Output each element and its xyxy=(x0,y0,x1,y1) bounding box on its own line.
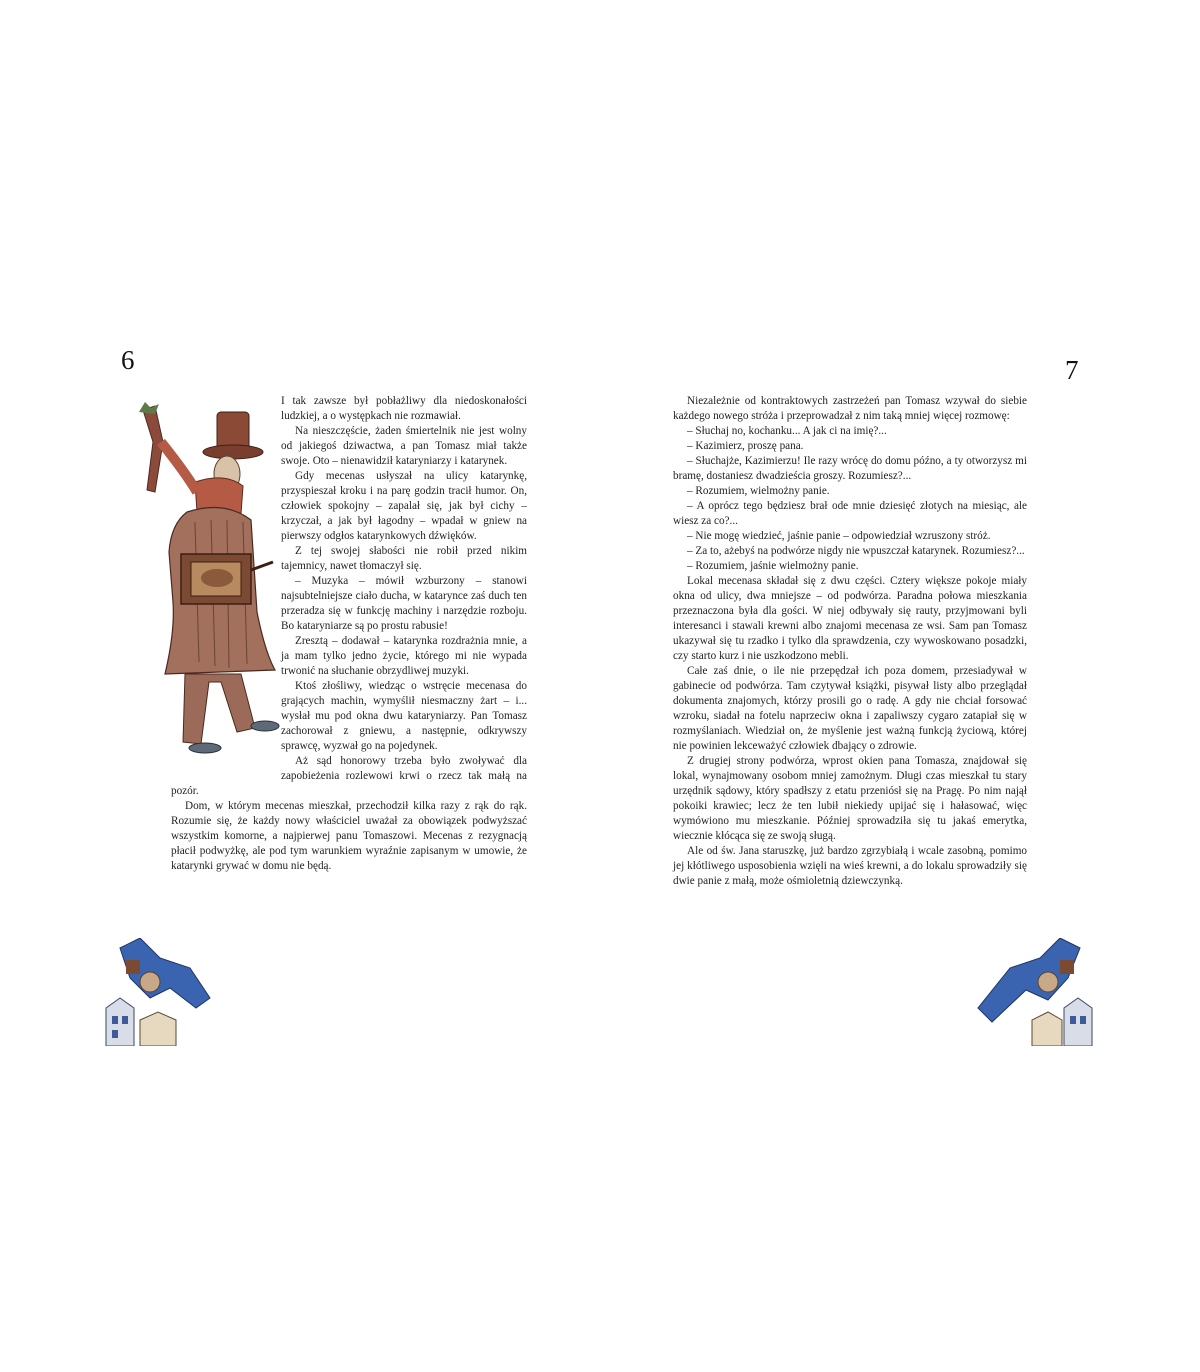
page-number-right: 7 xyxy=(1065,355,1079,385)
paragraph: – Muzyka – mówił wzburzony – stanowi najsubtelniejsze ciało ducha, w katarynce zaś duch ten przeradza się w funkcję machiny i narzędzie rozboju. Bo kataryniarze są po prostu rabusie! xyxy=(281,575,527,632)
paragraph: Dom, w którym mecenas mieszkał, przechodził kilka razy z rąk do rąk. Rozumie się, że każdy nowy właściciel uważał za obowiązek podwyższać wszystkim komorne, a najpierwej panu Tomaszowi. Mecenas z rezygnacją płacił podwyżkę, ale pod tym warunkiem wyraźnie zapisanym w umowie, że katarynki grywać w domu nie będą. xyxy=(171,800,527,872)
corner-decoration-left xyxy=(100,938,218,1046)
right-page-text xyxy=(673,394,1027,889)
paragraph: Aż sąd honorowy trzeba było zwoływać dla zapobieżenia rozlewowi krwi o rzecz tak małą na pozór. xyxy=(171,755,527,797)
paragraph: Na nieszczęście, żaden śmiertelnik nie jest wolny od jakiegoś dziwactwa, a pan Tomasz miał także swoje. Oto – nienawidził kataryniarzy i katarynek. xyxy=(281,425,527,467)
paragraph: – Słuchaj no, kochanku... A jak ci na imię?... xyxy=(687,425,887,437)
paragraph: Niezależnie od kontraktowych zastrzeżeń pan Tomasz wzywał do siebie każdego nowego stróża i przeprowadzał z nim taką mniej więcej rozmowę: xyxy=(673,395,1027,422)
paragraph: Zresztą – dodawał – katarynka rozdrażnia mnie, a ja mam tylko jedno życie, którego mi nie wypada trwonić na słuchanie obrzydliwej muzyki. xyxy=(281,635,527,677)
paragraph: Gdy mecenas usłyszał na ulicy katarynkę, przyspieszał kroku i na parę godzin tracił humor. On, człowiek spokojny – zapalał się, jak był cichy – krzyczał, a jak był łagodny – wpadał w gniew na pierwszy odgłos katarynkowych dźwięków. xyxy=(281,470,527,542)
paragraph: – Za to, ażebyś na podwórze nigdy nie wpuszczał katarynek. Rozumiesz?... xyxy=(687,545,1025,557)
paragraph: Ale od św. Jana staruszkę, już bardzo zgrzybiałą i wcale zasobną, pomimo jej kłótliwego usposobienia wzięli na wieś krewni, a do lokalu sprowadziły się dwie panie z małą, może ośmioletnią dziewczynką. xyxy=(673,845,1027,887)
paragraph: Całe zaś dnie, o ile nie przepędzał ich poza domem, przesiadywał w gabinecie od podwórza. Tam czytywał książki, pisywał listy albo przeglądał dokumenta znajomych, którzy prosili go o radę. A gdy nie chciał forsować wzroku, siadał na fotelu naprzeciw okna i zapaliwszy cygaro zatapiał się w rozmyślaniach. Wiedział on, że myślenie jest ważną funkcją życiową, której nie powinien lekceważyć człowiek dbający o zdrowie. xyxy=(673,665,1027,752)
paragraph: – Słuchajże, Kazimierzu! Ile razy wrócę do domu późno, a ty otworzysz mi bramę, dostaniesz dwadzieścia groszy. Rozumiesz?... xyxy=(673,455,1027,482)
paragraph: I tak zawsze był pobłażliwy dla niedoskonałości ludzkiej, a o występkach nie rozmawiał. xyxy=(281,395,527,422)
corner-decoration-right xyxy=(968,938,1100,1046)
paragraph: – A oprócz tego będziesz brał ode mnie dziesięć złotych na miesiąc, ale wiesz za co?... xyxy=(673,500,1027,527)
paragraph: – Rozumiem, wielmożny panie. xyxy=(687,485,830,497)
paragraph: Z drugiej strony podwórza, wprost okien pana Tomasza, znajdował się lokal, wynajmowany osobom mniej zamożnym. Długi czas mieszkał tu stary urzędnik sądowy, który spadłszy z etatu przeniósł się na Pragę. Po nim najął pokoiki krawiec; lecz że ten lubił niekiedy upijać się i hałasować, więc wymówiono mu mieszkanie. Później sprowadziła się tu jakaś emerytka, wiecznie kłócąca się ze swoją sługą. xyxy=(673,755,1027,842)
left-page-text xyxy=(171,394,527,874)
illustration-wrap-space xyxy=(171,394,281,780)
paragraph: Z tej swojej słabości nie robił przed nikim tajemnicy, nawet tłomaczył się. xyxy=(281,545,527,572)
page-number-left: 6 xyxy=(121,345,135,375)
paragraph: – Rozumiem, jaśnie wielmożny panie. xyxy=(687,560,859,572)
paragraph: Ktoś złośliwy, wiedząc o wstręcie mecenasa do grających machin, wymyślił niesmaczny żart – i... wysłał mu pod okna dwu kataryniarzy. Pan Tomasz zachorował z gniewu, a następnie, odkrywszy sprawcę, wyzwał go na pojedynek. xyxy=(281,680,527,752)
paragraph: – Nie mogę wiedzieć, jaśnie panie – odpowiedział wzruszony stróż. xyxy=(687,530,991,542)
paragraph: Lokal mecenasa składał się z dwu części. Cztery większe pokoje miały okna od ulicy, dwa mniejsze – od podwórza. Paradna połowa mieszkania przeznaczona była dla gości. W niej odbywały się rauty, przyjmowani byli interesanci i stawali krewni albo znajomi mecenasa ze wsi. Sam pan Tomasz ukazywał się tu rzadko i tylko dla sprawdzenia, czy wywoskowano posadzki, czy starto kurz i nie uszkodzono mebli. xyxy=(673,575,1027,662)
paragraph: – Kazimierz, proszę pana. xyxy=(687,440,804,452)
